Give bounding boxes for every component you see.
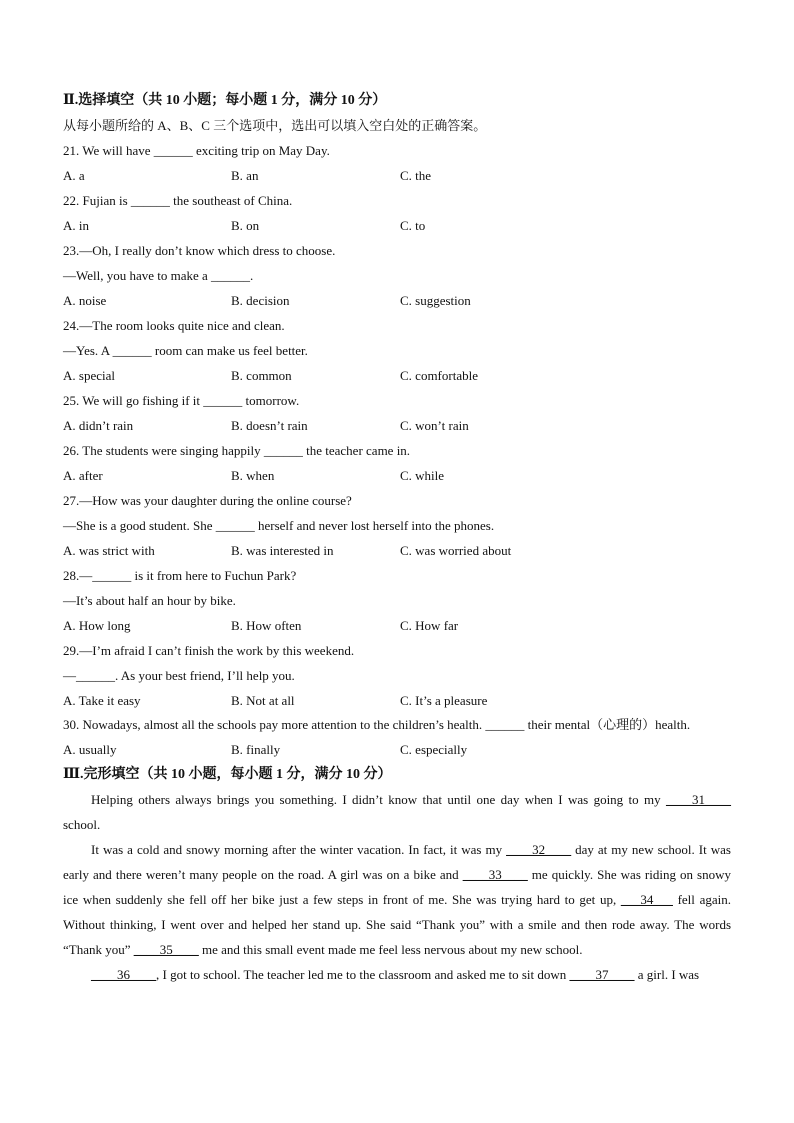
options-row xyxy=(63,538,731,563)
question-30 xyxy=(63,713,731,762)
cloze-blank: ____33____ xyxy=(462,867,528,882)
option-c: C. It’s a pleasure xyxy=(400,693,488,708)
option-b: B. decision xyxy=(231,293,290,308)
answer-line: —She is a good student. She ______ herself and never lost herself into the phones. xyxy=(63,518,495,533)
passage-text: me quickly. She was riding on snowy ice when suddenly she fell off her bike just a few steps in front of me. She was trying hard to get up, xyxy=(63,867,732,907)
question-28 xyxy=(63,563,731,638)
option-a: A. special xyxy=(63,368,115,383)
option-b: B. was interested in xyxy=(231,543,334,558)
options-row xyxy=(63,613,731,638)
option-a: A. noise xyxy=(63,293,107,308)
option-c: C. How far xyxy=(400,618,459,633)
question-text: 21. We will have ______ exciting trip on May Day. xyxy=(63,143,330,158)
option-c: C. comfortable xyxy=(400,368,478,383)
question-27 xyxy=(63,488,731,563)
cloze-passage xyxy=(63,787,731,987)
option-a: A. after xyxy=(63,468,103,483)
cloze-blank: ____36____ xyxy=(91,967,156,982)
options-row xyxy=(63,363,731,388)
option-a: A. in xyxy=(63,218,89,233)
passage-text: , I got to school. The teacher led me to the classroom and asked me to sit down xyxy=(156,967,570,982)
cloze-blank: ____35____ xyxy=(133,942,199,957)
question-22 xyxy=(63,188,731,238)
question-25 xyxy=(63,388,731,438)
question-24 xyxy=(63,313,731,388)
question-text: 26. The students were singing happily ______ the teacher came in. xyxy=(63,443,411,458)
passage-paragraph xyxy=(63,787,731,837)
answer-line: —Well, you have to make a ______. xyxy=(63,268,254,283)
cloze-blank: ____32____ xyxy=(506,842,572,857)
passage-text: me and this small event made me feel less nervous about my new school. xyxy=(198,942,583,957)
question-text: 23.—Oh, I really don’t know which dress to choose. xyxy=(63,243,336,258)
question-text: 28.—______ is it from here to Fuchun Park? xyxy=(63,568,297,583)
section-3-title: Ⅲ.完形填空（共 10 小题，每小题 1 分，满分 10 分） xyxy=(63,767,392,782)
option-a: A. Take it easy xyxy=(63,693,141,708)
passage-text: a girl. I was xyxy=(634,967,700,982)
option-b: B. finally xyxy=(231,742,281,757)
option-b: B. How often xyxy=(231,618,302,633)
section-2-title: Ⅱ.选择填空（共 10 小题；每小题 1 分，满分 10 分） xyxy=(63,93,387,108)
cloze-blank: ____37____ xyxy=(569,967,635,982)
question-23 xyxy=(63,238,731,313)
options-row xyxy=(63,463,731,488)
option-a: A. was strict with xyxy=(63,543,155,558)
question-list xyxy=(63,138,731,713)
passage-text: It was a cold and snowy morning after the winter vacation. In fact, it was my xyxy=(91,842,507,857)
option-c: C. especially xyxy=(400,742,468,757)
option-a: A. a xyxy=(63,168,85,183)
option-a: A. usually xyxy=(63,742,117,757)
question-29 xyxy=(63,638,731,713)
options-row xyxy=(63,737,731,762)
question-text: 29.—I’m afraid I can’t finish the work by this weekend. xyxy=(63,643,355,658)
option-c: C. won’t rain xyxy=(400,418,469,433)
cloze-blank: ___34___ xyxy=(620,892,673,907)
option-a: A. didn’t rain xyxy=(63,418,134,433)
passage-text: fell again. Without thinking, I went over and helped her stand up. She said “Thank you” with a smile and then rode away. The words “Thank you” xyxy=(63,892,731,957)
question-21 xyxy=(63,138,731,188)
question-26 xyxy=(63,438,731,488)
question-text: 22. Fujian is ______ the southeast of China. xyxy=(63,193,293,208)
option-b: B. an xyxy=(231,168,259,183)
question-text: 24.—The room looks quite nice and clean. xyxy=(63,318,285,333)
option-b: B. doesn’t rain xyxy=(231,418,308,433)
passage-text: day at my new school. It was early and there weren’t many people on the road. A girl was on a bike and xyxy=(63,842,731,882)
passage-paragraph xyxy=(63,837,731,962)
passage-text: Helping others always brings you something. I didn’t know that until one day when I was going to my xyxy=(91,792,666,807)
question-text: 30. Nowadays, almost all the schools pay more attention to the children’s health. ______ their mental（心理的）health. xyxy=(63,717,691,732)
answer-line: —It’s about half an hour by bike. xyxy=(63,593,236,608)
answer-line: —Yes. A ______ room can make us feel better. xyxy=(63,343,308,358)
options-row xyxy=(63,163,731,188)
option-a: A. How long xyxy=(63,618,131,633)
option-c: C. to xyxy=(400,218,426,233)
option-b: B. common xyxy=(231,368,292,383)
option-c: C. the xyxy=(400,168,432,183)
passage-text: school. xyxy=(63,817,101,832)
passage-paragraph xyxy=(63,962,731,987)
question-text: 25. We will go fishing if it ______ tomorrow. xyxy=(63,393,300,408)
option-c: C. suggestion xyxy=(400,293,471,308)
option-c: C. was worried about xyxy=(400,543,512,558)
options-row xyxy=(63,688,731,713)
option-b: B. on xyxy=(231,218,260,233)
options-row xyxy=(63,288,731,313)
options-row xyxy=(63,413,731,438)
option-c: C. while xyxy=(400,468,445,483)
cloze-blank: ____31____ xyxy=(666,792,731,807)
question-text: 27.—How was your daughter during the online course? xyxy=(63,493,352,508)
exam-page xyxy=(63,88,731,987)
options-row xyxy=(63,213,731,238)
option-b: B. Not at all xyxy=(231,693,295,708)
section-2-instruction: 从每小题所给的 A、B、C 三个选项中，选出可以填入空白处的正确答案。 xyxy=(63,118,487,133)
answer-line: —______. As your best friend, I’ll help you. xyxy=(63,668,295,683)
option-b: B. when xyxy=(231,468,275,483)
